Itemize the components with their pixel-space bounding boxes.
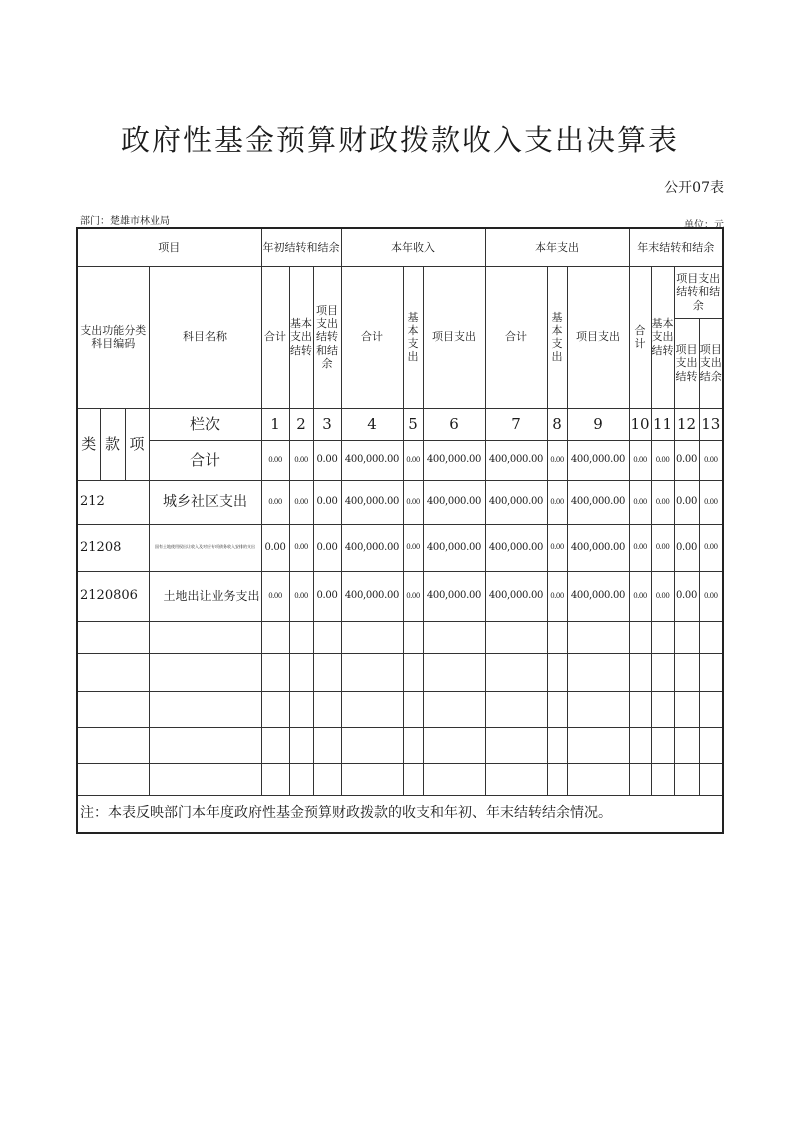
row-cell: 0.00	[699, 571, 723, 621]
col-number: 6	[423, 408, 485, 440]
row-cell: 400,000.00	[423, 480, 485, 524]
header-lei: 类	[77, 408, 100, 480]
row-code: 212	[77, 480, 149, 524]
col-number: 10	[629, 408, 651, 440]
header-ending-project: 项目支出结转和结余	[674, 266, 723, 318]
form-number: 公开07表	[664, 180, 724, 196]
header-project-income: 项目支出	[423, 266, 485, 408]
row-cell: 400,000.00	[485, 480, 547, 524]
total-cell: 400,000.00	[567, 440, 629, 480]
row-cell: 400,000.00	[567, 571, 629, 621]
row-cell: 0.00	[547, 571, 567, 621]
row-cell: 0.00	[629, 571, 651, 621]
row-cell: 0.00	[313, 571, 341, 621]
row-cell: 400,000.00	[423, 524, 485, 571]
col-number: 2	[289, 408, 313, 440]
total-cell: 0.00	[261, 440, 289, 480]
empty-row	[77, 653, 723, 691]
col-number-row	[77, 408, 723, 440]
row-cell: 0.00	[313, 480, 341, 524]
table-row	[77, 524, 723, 571]
table-row	[77, 571, 723, 621]
note-row	[77, 795, 723, 833]
header-project-expense: 项目支出	[567, 266, 629, 408]
total-cell: 0.00	[547, 440, 567, 480]
row-cell: 0.00	[651, 571, 674, 621]
row-code: 2120806	[77, 571, 149, 621]
department-label: 部门：楚雄市林业局	[80, 216, 170, 227]
row-cell: 0.00	[674, 524, 699, 571]
row-cell: 400,000.00	[567, 524, 629, 571]
row-cell: 0.00	[289, 480, 313, 524]
col-number: 7	[485, 408, 547, 440]
header-basic-expense: 基本支出	[547, 266, 567, 408]
row-cell: 0.00	[674, 480, 699, 524]
row-cell: 0.00	[699, 480, 723, 524]
col-number: 1	[261, 408, 289, 440]
col-number: 11	[651, 408, 674, 440]
total-cell: 400,000.00	[341, 440, 403, 480]
row-cell: 0.00	[674, 571, 699, 621]
row-cell: 400,000.00	[341, 480, 403, 524]
row-cell: 400,000.00	[341, 571, 403, 621]
total-cell: 400,000.00	[423, 440, 485, 480]
header-xiang: 项	[125, 408, 149, 480]
row-cell: 400,000.00	[485, 571, 547, 621]
row-cell: 0.00	[651, 524, 674, 571]
row-cell: 0.00	[403, 524, 423, 571]
total-cell: 0.00	[289, 440, 313, 480]
col-number: 3	[313, 408, 341, 440]
total-cell: 0.00	[313, 440, 341, 480]
total-cell: 0.00	[699, 440, 723, 480]
total-cell: 400,000.00	[485, 440, 547, 480]
row-cell: 0.00	[629, 524, 651, 571]
row-cell: 400,000.00	[567, 480, 629, 524]
row-cell: 0.00	[547, 480, 567, 524]
total-cell: 0.00	[674, 440, 699, 480]
header-item: 项目	[77, 228, 261, 266]
row-cell: 0.00	[261, 480, 289, 524]
header-project-carry: 项目支出结转和结余	[313, 266, 341, 408]
table-row	[77, 480, 723, 524]
col-number: 8	[547, 408, 567, 440]
empty-row	[77, 727, 723, 763]
header-total-1: 合计	[261, 266, 289, 408]
col-number: 13	[699, 408, 723, 440]
col-number: 5	[403, 408, 423, 440]
header-basic-carry-end: 基本支出结转	[651, 266, 674, 408]
row-cell: 400,000.00	[485, 524, 547, 571]
header-basic-carry: 基本支出结转	[289, 266, 313, 408]
row-cell: 0.00	[547, 524, 567, 571]
header-subject-name: 科目名称	[149, 266, 261, 408]
row-cell: 0.00	[289, 571, 313, 621]
header-basic-income: 基本支出	[403, 266, 423, 408]
total-cell: 0.00	[651, 440, 674, 480]
row-cell: 0.00	[629, 480, 651, 524]
row-cell: 0.00	[261, 571, 289, 621]
header-income: 本年收入	[341, 228, 485, 266]
header-total-10: 合计	[629, 266, 651, 408]
unit-label: 单位：元	[684, 220, 724, 231]
empty-row	[77, 763, 723, 795]
budget-table	[76, 227, 724, 834]
page-title: 政府性基金预算财政拨款收入支出决算表	[120, 123, 679, 157]
row-cell: 0.00	[699, 524, 723, 571]
header-func-code: 支出功能分类科目编码	[77, 266, 149, 408]
table-note: 注：本表反映部门本年度政府性基金预算财政拨款的收支和年初、年末结转结余情况。	[77, 795, 723, 833]
header-row-groups	[77, 228, 723, 266]
total-row	[77, 440, 723, 480]
header-beginning: 年初结转和结余	[261, 228, 341, 266]
row-cell: 0.00	[651, 480, 674, 524]
row-name: 土地出让业务支出	[149, 571, 261, 621]
empty-row	[77, 621, 723, 653]
row-cell: 0.00	[261, 524, 289, 571]
header-project-carry2: 项目支出结转	[674, 318, 699, 408]
row-cell: 0.00	[403, 571, 423, 621]
row-cell: 400,000.00	[341, 524, 403, 571]
col-number: 9	[567, 408, 629, 440]
header-total-7: 合计	[485, 266, 547, 408]
header-total-4: 合计	[341, 266, 403, 408]
header-row-columns	[77, 266, 723, 318]
row-name: 国有土地使用权出让收入及对应专项债务收入安排的支出	[149, 524, 261, 571]
col-number: 4	[341, 408, 403, 440]
row-cell: 0.00	[403, 480, 423, 524]
row-cell: 0.00	[289, 524, 313, 571]
row-name: 城乡社区支出	[149, 480, 261, 524]
row-cell: 0.00	[313, 524, 341, 571]
total-cell: 0.00	[403, 440, 423, 480]
header-project-balance: 项目支出结余	[699, 318, 723, 408]
header-expense: 本年支出	[485, 228, 629, 266]
col-number: 12	[674, 408, 699, 440]
total-cell: 0.00	[629, 440, 651, 480]
row-code: 21208	[77, 524, 149, 571]
header-ending: 年末结转和结余	[629, 228, 723, 266]
empty-row	[77, 691, 723, 727]
header-lanci: 栏次	[149, 408, 261, 440]
total-label: 合计	[149, 440, 261, 480]
header-kuan: 款	[100, 408, 125, 480]
row-cell: 400,000.00	[423, 571, 485, 621]
